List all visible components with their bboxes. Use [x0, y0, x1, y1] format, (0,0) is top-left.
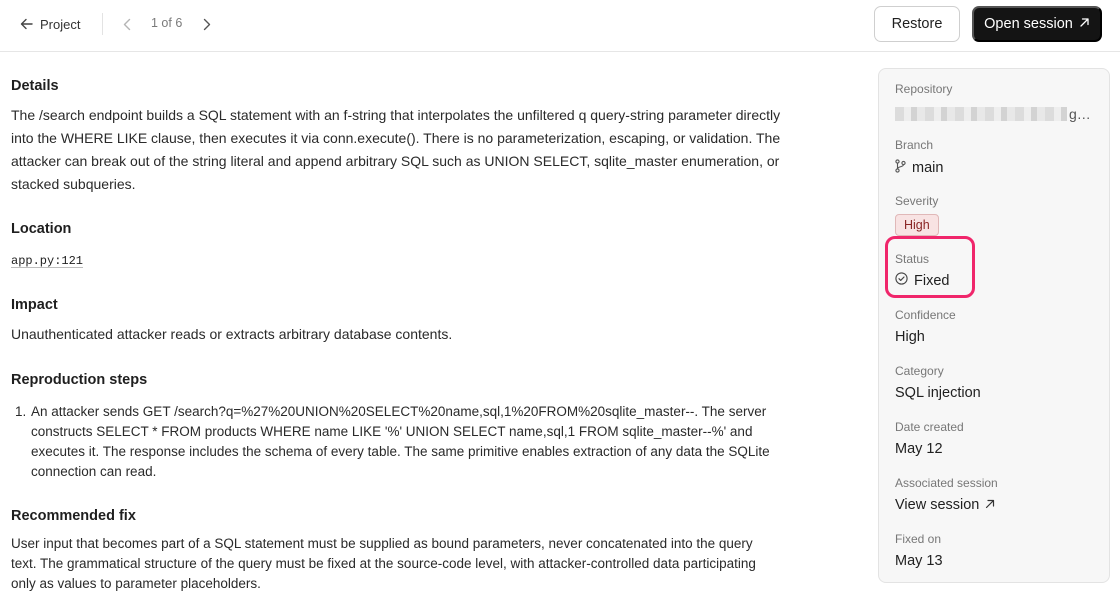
reproduction-step	[15, 402, 841, 482]
fixed-on-value: May 13	[895, 553, 943, 569]
confidence-label: Confidence	[895, 308, 956, 322]
repository-value[interactable]	[895, 106, 1091, 122]
pager-count: 1 of 6	[151, 16, 183, 30]
redacted-repository	[895, 107, 1067, 121]
step-line: connection can read.	[31, 464, 157, 479]
impact-heading: Impact	[11, 297, 58, 313]
location-heading: Location	[11, 221, 72, 237]
back-label: Project	[40, 16, 81, 32]
details-line: into the WHERE LIKE clause, then executes it via conn.execute(). There is no parameterization, escaping, or validation. The	[11, 130, 781, 146]
git-branch-icon	[895, 159, 906, 177]
step-line: executes it. The response includes the schema of every table. The same primitive enables extraction of any data the SQLite	[31, 444, 770, 459]
status-highlight-outline	[885, 236, 975, 298]
top-bar	[0, 0, 1120, 52]
view-session-text: View session	[895, 497, 980, 513]
fixed-on-label: Fixed on	[895, 532, 942, 546]
repository-label: Repository	[895, 82, 953, 96]
chevron-left-icon[interactable]	[120, 15, 134, 33]
severity-badge: High	[895, 214, 939, 236]
arrow-up-right-icon	[985, 497, 995, 513]
branch-value	[895, 159, 943, 177]
restore-button[interactable]: Restore	[874, 6, 960, 42]
arrow-left-icon	[20, 18, 33, 30]
divider	[102, 13, 103, 35]
open-session-label: Open session	[984, 16, 1073, 32]
arrow-up-right-icon	[1079, 16, 1090, 32]
status-label: Status	[895, 252, 930, 266]
details-line: attacker can break out of the string literal and append arbitrary SQL such as UNION SELECT, sqlite_master enumeration, or	[11, 153, 780, 169]
category-value: SQL injection	[895, 385, 981, 401]
fix-line: text. The grammatical structure of the query must be fixed at the source-code level, with attacker-controlled data participating	[11, 556, 756, 571]
branch-label: Branch	[895, 138, 934, 152]
date-created-label: Date created	[895, 420, 964, 434]
fix-text	[11, 534, 846, 594]
step-line: constructs SELECT * FROM products WHERE name LIKE '%' UNION SELECT name,sql,1 FROM sqlite_master--%' and	[31, 424, 753, 439]
reproduction-heading: Reproduction steps	[11, 372, 148, 388]
associated-session-label: Associated session	[895, 476, 998, 490]
fix-heading: Recommended fix	[11, 508, 136, 524]
details-line: The /search endpoint builds a SQL statement with an f-string that interpolates the unfiltered q query-string parameter directly	[11, 107, 781, 123]
fix-line: only as values to parameter placeholders.	[11, 576, 261, 591]
date-created-value: May 12	[895, 441, 943, 457]
branch-name: main	[912, 160, 944, 176]
details-line: stacked subqueries.	[11, 176, 136, 192]
fix-line: User input that becomes part of a SQL statement must be supplied as bound parameters, never concatenated into the query	[11, 536, 753, 551]
step-line: An attacker sends GET /search?q=%27%20UNION%20SELECT%20name,sql,1%20FROM%20sqlite_master--. The server	[31, 404, 767, 419]
step-number: 1.	[15, 404, 27, 419]
details-text	[11, 104, 841, 196]
back-to-project-link[interactable]	[20, 14, 80, 34]
details-heading: Details	[11, 78, 59, 94]
status-text: Fixed	[914, 272, 950, 289]
open-session-button[interactable]	[972, 6, 1102, 42]
metadata-panel	[878, 68, 1110, 583]
severity-label: Severity	[895, 194, 939, 208]
confidence-value: High	[895, 329, 925, 345]
impact-text: Unauthenticated attacker reads or extracts arbitrary database contents.	[11, 326, 453, 342]
location-link[interactable]: app.py:121	[11, 254, 84, 268]
view-session-link[interactable]	[895, 497, 995, 513]
chevron-right-icon[interactable]	[200, 15, 214, 33]
category-label: Category	[895, 364, 944, 378]
repository-tail: g…	[1069, 106, 1091, 122]
